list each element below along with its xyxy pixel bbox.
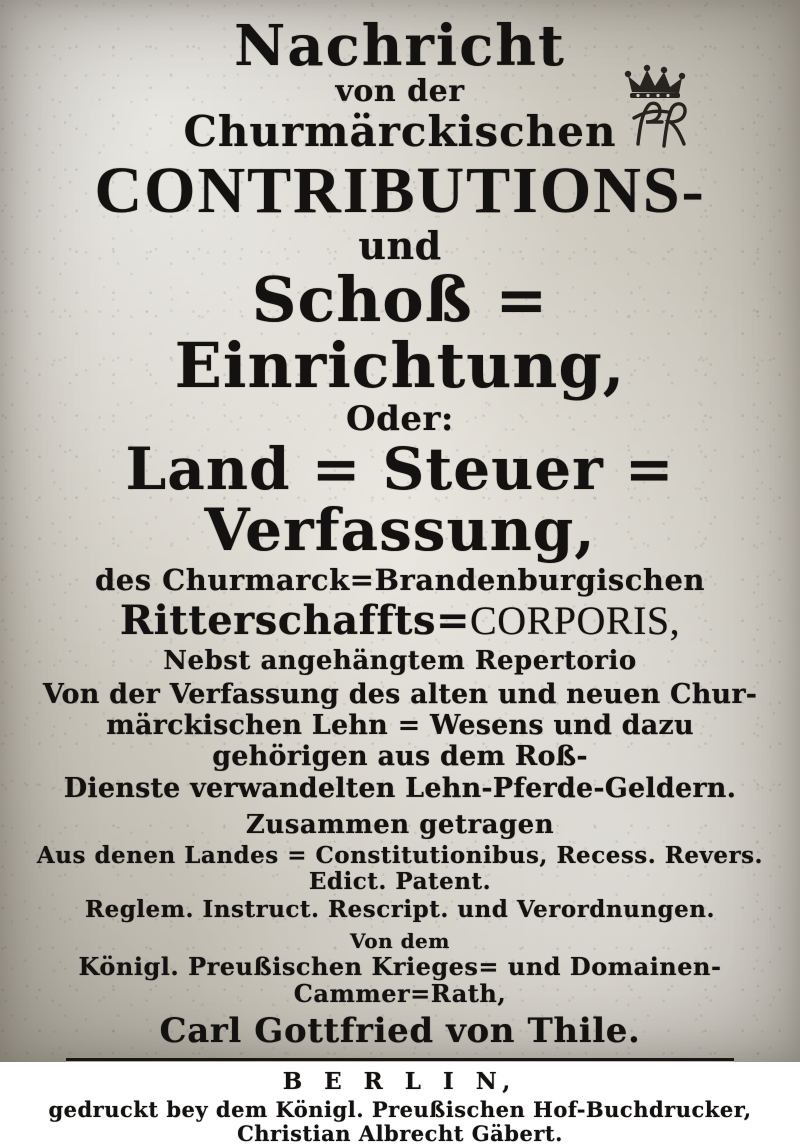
corporis-text: CORPORIS, [470, 598, 681, 644]
title-line-body-1: Von der Verfassung des alten und neuen Chur- [42, 678, 758, 710]
title-line-quellen-2: Reglem. Instruct. Rescript. und Verordnungen. [84, 895, 716, 923]
ritterschaffts-text: Ritterschaffts= [119, 597, 471, 645]
title-line-nebst-repertorio: Nebst angehängtem Repertorio [163, 646, 637, 677]
title-line-body-2: märckischen Lehn = Wesens und dazu gehörigen aus dem Roß- [106, 710, 694, 773]
imprint-place: B E R L I N, [282, 1067, 518, 1095]
title-line-churmaerckischen: Churmärckischen [183, 106, 617, 156]
title-line-von-dem: Von dem [350, 929, 450, 954]
horizontal-rule [66, 1058, 734, 1061]
title-line-ritterschaffts-corporis [26, 599, 774, 643]
title-line-des-churmarck-brandenburgischen: des Churmarck=Brandenburgischen [95, 563, 705, 598]
title-line-nachricht: Nachricht [234, 13, 566, 79]
title-line-oder: Oder: [346, 398, 454, 439]
title-line-von-der: von der [335, 74, 465, 109]
author-name: Carl Gottfried von Thile. [159, 1010, 641, 1051]
title-line-contributions: CONTRIBUTIONS- [94, 153, 706, 227]
imprint-printer: gedruckt bey dem Königl. Preußischen Hof-Buchdrucker, Christian Albrecht Gäbert. [48, 1097, 752, 1146]
royal-crown-monogram-icon [618, 62, 696, 150]
title-line-quellen-1: Aus denen Landes = Constitutionibus, Recess. Revers. Edict. Patent. [36, 841, 764, 896]
title-line-body-3: Dienste verwandelten Lehn-Pferde-Geldern. [63, 772, 737, 804]
title-line-koenigl-rath: Königl. Preußischen Krieges= und Domainen-Cammer=Rath, [78, 952, 722, 1008]
title-line-schoss-einrichtung: Schoß = Einrichtung, [174, 263, 626, 402]
title-line-land-steuer-verfassung: Land = Steuer = Verfassung, [125, 435, 675, 565]
title-line-und: und [358, 222, 442, 268]
title-line-zusammen-getragen: Zusammen getragen [245, 809, 555, 840]
